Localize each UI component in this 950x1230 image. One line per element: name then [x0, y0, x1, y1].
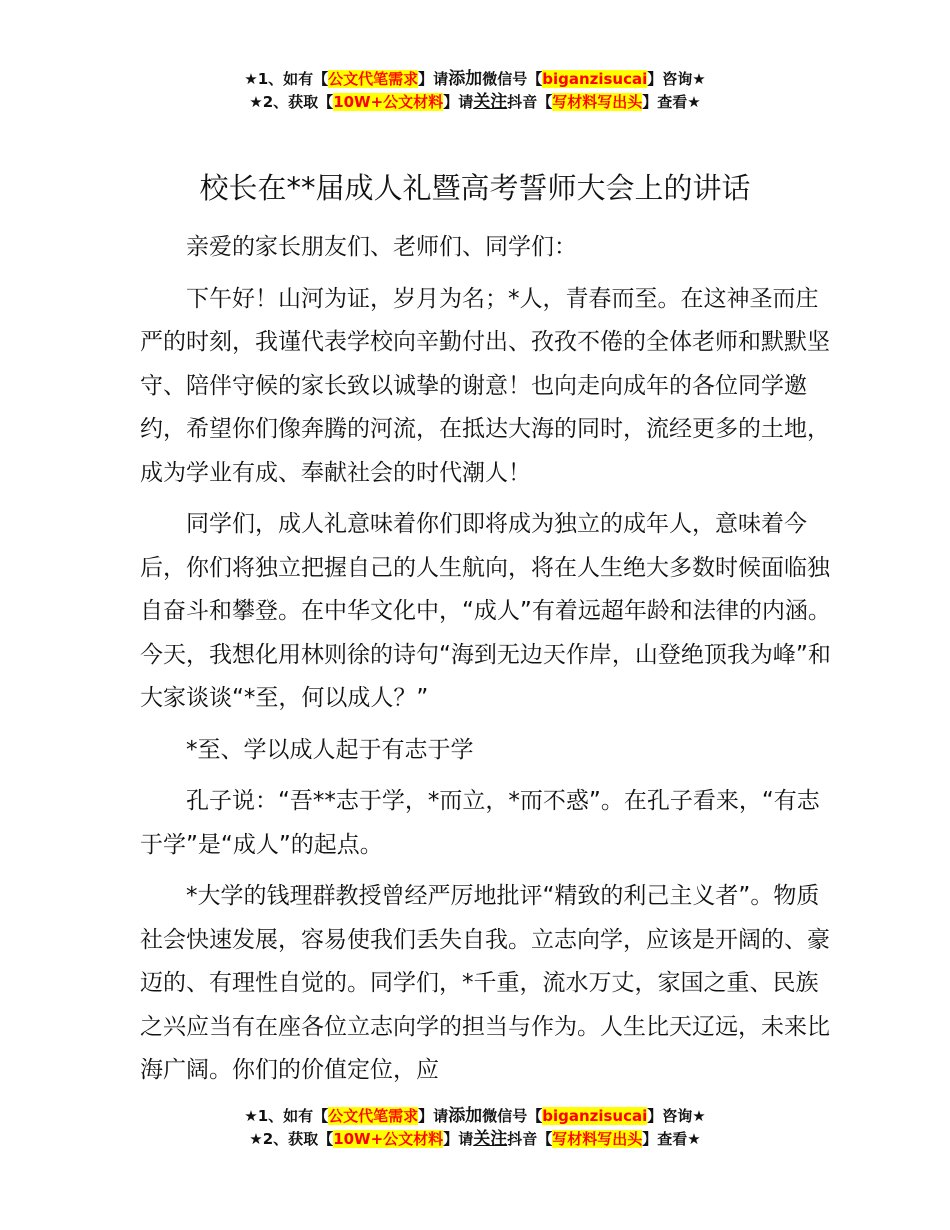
banner-highlight: 公文代笔需求: [328, 70, 419, 88]
banner-highlight: 公文代笔需求: [328, 1107, 419, 1125]
banner-text: 】咨询★: [647, 1107, 706, 1125]
footer-banner: [0, 1105, 950, 1151]
banner-text: 】请: [418, 1107, 449, 1125]
banner-text: 抖音【: [507, 1130, 553, 1148]
banner-text: 】请: [443, 93, 474, 111]
banner-text: ★2、获取【: [249, 93, 334, 111]
banner-text: 抖音【: [507, 93, 553, 111]
banner-emphasis: 添加: [448, 1106, 483, 1126]
banner-text: 微信号【: [482, 70, 543, 88]
salutation: 亲爱的家长朋友们、老师们、同学们：: [186, 234, 577, 260]
body-paragraph: *大学的钱理群教授曾经严厉地批评“精致的利己主义者”。物质社会快速发展，容易使我们丢失自我。立志向学，应该是开阔的、豪迈的、有理性自觉的。同学们，*千重，流水万丈，家国之重、民族之兴应当有在座各位立志向学的担当与作为。人生比天辽远，未来比海广阔。你们的价值定位，应: [140, 883, 830, 1083]
body-paragraph: 下午好！山河为证，岁月为名；*人，青春而至。在这神圣而庄严的时刻，我谨代表学校向辛勤付出、孜孜不倦的全体老师和默默坚守、陪伴守候的家长致以诚挚的谢意！也向走向成年的各位同学邀约，希望你们像奔腾的河流，在抵达大海的同时，流经更多的土地，成为学业有成、奉献社会的时代潮人！: [140, 285, 830, 486]
banner-text: ★1、如有【: [244, 70, 329, 88]
banner-text: ★2、获取【: [249, 1130, 334, 1148]
section-heading: *至、学以成人起于有志于学: [186, 736, 474, 763]
banner-line-2: [0, 1128, 950, 1151]
banner-text: ★1、如有【: [244, 1107, 329, 1125]
banner-text: 】查看★: [642, 93, 701, 111]
banner-line-1: [0, 1105, 950, 1128]
banner-emphasis: 关注: [473, 1129, 508, 1149]
header-banner: [0, 68, 950, 114]
banner-highlight: biganzisucai: [542, 1107, 648, 1125]
banner-highlight: 10W+公文材料: [333, 1130, 444, 1148]
banner-highlight: 10W+公文材料: [333, 93, 444, 111]
banner-text: 】查看★: [642, 1130, 701, 1148]
banner-text: 】咨询★: [647, 70, 706, 88]
banner-emphasis: 添加: [448, 69, 483, 89]
document-body: [140, 226, 832, 1101]
banner-text: 微信号【: [482, 1107, 543, 1125]
body-paragraph: 孔子说：“吾**志于学，*而立，*而不惑”。在孔子看来，“有志于学”是“成人”的起点。: [140, 788, 820, 858]
banner-emphasis: 关注: [473, 92, 508, 112]
banner-highlight: biganzisucai: [542, 70, 648, 88]
banner-highlight: 写材料写出头: [552, 1130, 643, 1148]
banner-text: 】请: [443, 1130, 474, 1148]
banner-line-1: [0, 68, 950, 91]
document-title: 校长在**届成人礼暨高考誓师大会上的讲话: [199, 171, 751, 205]
banner-line-2: [0, 91, 950, 114]
body-paragraph: 同学们，成人礼意味着你们即将成为独立的成年人，意味着今后，你们将独立把握自己的人生航向，将在人生绝大多数时候面临独自奋斗和攀登。在中华文化中，“成人”有着远超年龄和法律的内涵。今天，我想化用林则徐的诗句“海到无边天作岸，山登绝顶我为峰”和大家谈谈“*至，何以成人？”: [140, 511, 831, 711]
banner-highlight: 写材料写出头: [552, 93, 643, 111]
banner-text: 】请: [418, 70, 449, 88]
